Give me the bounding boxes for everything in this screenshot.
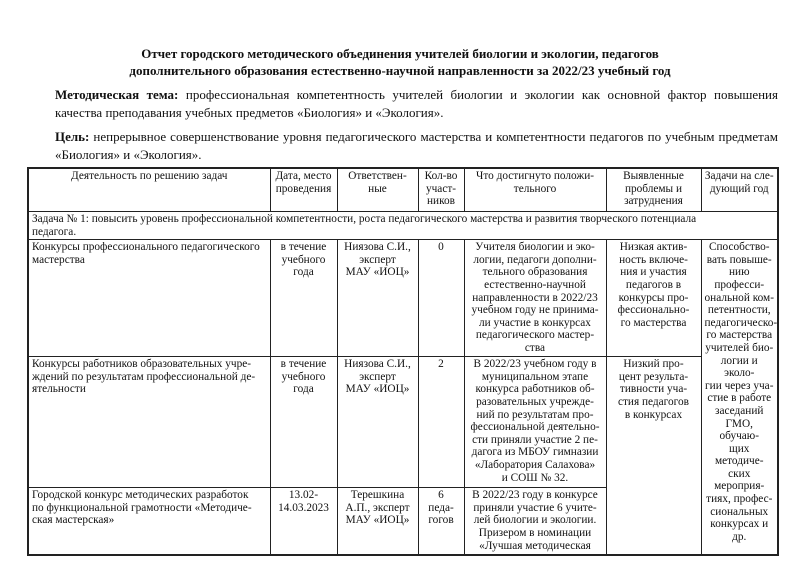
- achieved-cell: Учителя биологии и эко- логии, педагоги дополни- тельного образования естественно-научной направленности в 2022/23 учебном году не принима- ли участие в конкурсах педагогического мастер- ства: [464, 240, 606, 357]
- next-tasks-cell: Способство- вать повыше- нию професси- ональной ком- петентности, педагогическо- го мастерства учителей био- логии и эколо- гии через уча- стие в работе заседаний ГМО, обучаю- щих методиче- ских мероприя- тиях, профес- сиональных конкурсах и др.: [701, 240, 778, 556]
- responsible-cell: Терешкина А.П., эксперт МАУ «ИОЦ»: [337, 488, 418, 556]
- header-count: Кол-во участ- ников: [418, 168, 464, 212]
- problems-cell: Низкий про- цент результа- тивности уча- стия педагогов в конкурсах: [606, 357, 701, 556]
- header-activity: Деятельность по решению задач: [28, 168, 270, 212]
- goal: [55, 128, 778, 164]
- count-cell: 0: [418, 240, 464, 357]
- goal-text: непрерывное совершенствование уровня педагогического мастерства и компетентности педагогов по учебным предметам «Биология» и «Экология».: [55, 129, 778, 162]
- problems-cell: Низкая актив- ность включе- ния и участия педагогов в конкурсы про- фессионально- го мастерства: [606, 240, 701, 357]
- goal-label: Цель:: [55, 129, 90, 144]
- theme-label: Методическая тема:: [55, 87, 179, 102]
- header-next-tasks: Задачи на сле- дующий год: [701, 168, 778, 212]
- date-cell: в течение учебного года: [270, 357, 337, 488]
- achieved-cell: В 2022/23 году в конкурсе приняли участие 6 учите- лей биологии и экологии. Призером в номинации «Лучшая методическая: [464, 488, 606, 556]
- activity-cell: Конкурсы профессионального педагогического мастерства: [28, 240, 270, 357]
- count-cell: 2: [418, 357, 464, 488]
- date-cell: в течение учебного года: [270, 240, 337, 357]
- header-problems: Выявленные проблемы и затруднения: [606, 168, 701, 212]
- methodical-theme: [55, 86, 778, 122]
- header-achieved: Что достигнуто положи- тельного: [464, 168, 606, 212]
- activity-cell: Городской конкурс методических разработок по функциональной грамотности «Методиче- ская мастерская»: [28, 488, 270, 556]
- theme-text: профессиональная компетентность учителей биологии и экологии как основной фактор повышения качества преподавания учебных предметов «Биология» и «Экология».: [55, 87, 778, 120]
- header-responsible: Ответствен- ные: [337, 168, 418, 212]
- table-row: [28, 357, 778, 488]
- task-row: [28, 212, 778, 240]
- responsible-cell: Ниязова С.И., эксперт МАУ «ИОЦ»: [337, 357, 418, 488]
- report-title: Отчет городского методического объединения учителей биологии и экологии, педагогов дополнительного образования естественно-научной направленности за 2022/23 учебный год: [129, 46, 671, 78]
- activity-cell: Конкурсы работников образовательных учре- ждений по результатам профессиональной де- ятельности: [28, 357, 270, 488]
- report-table: [27, 167, 779, 556]
- date-cell: 13.02- 14.03.2023: [270, 488, 337, 556]
- task-text: Задача № 1: повысить уровень профессиональной компетентности, роста педагогического мастерства и развития творческого потенциала педагога.: [28, 212, 778, 240]
- responsible-cell: Ниязова С.И., эксперт МАУ «ИОЦ»: [337, 240, 418, 357]
- count-cell: 6 педа- гогов: [418, 488, 464, 556]
- table-header: [28, 168, 778, 212]
- achieved-cell: В 2022/23 учебном году в муниципальном этапе конкурса работников об- разовательных учрежде- ний по результатам про- фессиональной деятельно- сти приняли участие 2 пе- дагога из МБОУ гимназии «Лаборатория Салахова» и СОШ № 32.: [464, 357, 606, 488]
- header-date: Дата, место проведения: [270, 168, 337, 212]
- table-row: [28, 240, 778, 357]
